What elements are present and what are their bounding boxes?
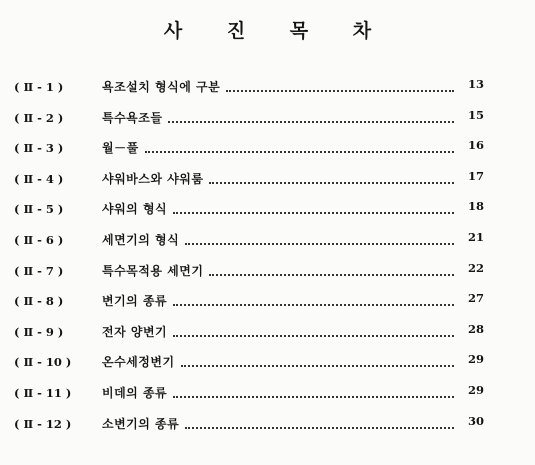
toc-entry: [14, 199, 484, 233]
dot-leader: [226, 80, 454, 92]
entry-title: 세면기의 형식: [102, 232, 180, 247]
entry-title: 특수욕조들: [102, 110, 163, 125]
page-number: 21: [467, 229, 484, 244]
table-of-contents: [14, 77, 484, 447]
entry-number: ( Ⅱ - 10 ): [14, 355, 72, 370]
page-number: 28: [467, 321, 484, 336]
dot-leader: [173, 294, 454, 306]
toc-entry: [14, 413, 484, 448]
page-number: 29: [467, 382, 484, 397]
page-title: 사 진 목 차: [163, 20, 391, 42]
entry-number: ( Ⅱ - 11 ): [14, 385, 72, 400]
toc-entry: [14, 168, 484, 203]
page-number: 18: [467, 199, 484, 214]
entry-number: ( Ⅱ - 2 ): [14, 110, 64, 125]
toc-entry: [14, 77, 484, 111]
toc-entry: [14, 107, 484, 142]
dot-leader: [209, 264, 454, 276]
dot-leader: [145, 141, 454, 153]
entry-title: 비데의 종류: [102, 385, 168, 400]
page-number: 29: [467, 352, 484, 367]
entry-number: ( Ⅱ - 1 ): [14, 80, 64, 94]
dot-leader: [173, 325, 454, 337]
entry-title: 샤워바스와 샤워룸: [102, 171, 204, 186]
page-number: 27: [467, 291, 484, 306]
entry-title: 변기의 종류: [102, 294, 168, 309]
toc-entry: [14, 352, 484, 386]
entry-title: 월－풀: [102, 141, 139, 156]
toc-entry: [14, 382, 484, 417]
entry-number: ( Ⅱ - 12 ): [14, 416, 72, 431]
page-number: 15: [467, 107, 484, 122]
dot-leader: [168, 111, 454, 123]
page-number: 16: [467, 138, 484, 153]
entry-number: ( Ⅱ - 8 ): [14, 294, 64, 309]
entry-number: ( Ⅱ - 6 ): [14, 232, 64, 247]
entry-number: ( Ⅱ - 9 ): [14, 324, 64, 339]
dot-leader: [173, 386, 454, 398]
entry-title: 욕조설치 형식에 구분: [102, 80, 221, 94]
entry-title: 전자 양변기: [102, 324, 168, 339]
dot-leader: [173, 202, 454, 214]
dot-leader: [185, 233, 454, 245]
entry-title: 소변기의 종류: [102, 416, 180, 431]
toc-entry: [14, 260, 484, 295]
toc-entry: [14, 138, 484, 172]
entry-title: 온수세정변기: [102, 355, 175, 370]
toc-entry: [14, 321, 484, 356]
dot-leader: [209, 172, 454, 184]
entry-number: ( Ⅱ - 4 ): [14, 171, 64, 186]
dot-leader: [181, 355, 454, 367]
page-number: 30: [467, 413, 484, 428]
entry-number: ( Ⅱ - 7 ): [14, 263, 64, 278]
entry-number: ( Ⅱ - 3 ): [14, 141, 64, 156]
entry-title: 특수목적용 세면기: [102, 263, 204, 278]
toc-entry: [14, 229, 484, 264]
page-number: 22: [467, 260, 484, 275]
toc-entry: [14, 291, 484, 325]
entry-number: ( Ⅱ - 5 ): [14, 202, 64, 217]
page-number: 13: [467, 77, 484, 91]
page-number: 17: [467, 168, 484, 183]
dot-leader: [185, 417, 454, 429]
entry-title: 샤워의 형식: [102, 202, 168, 217]
